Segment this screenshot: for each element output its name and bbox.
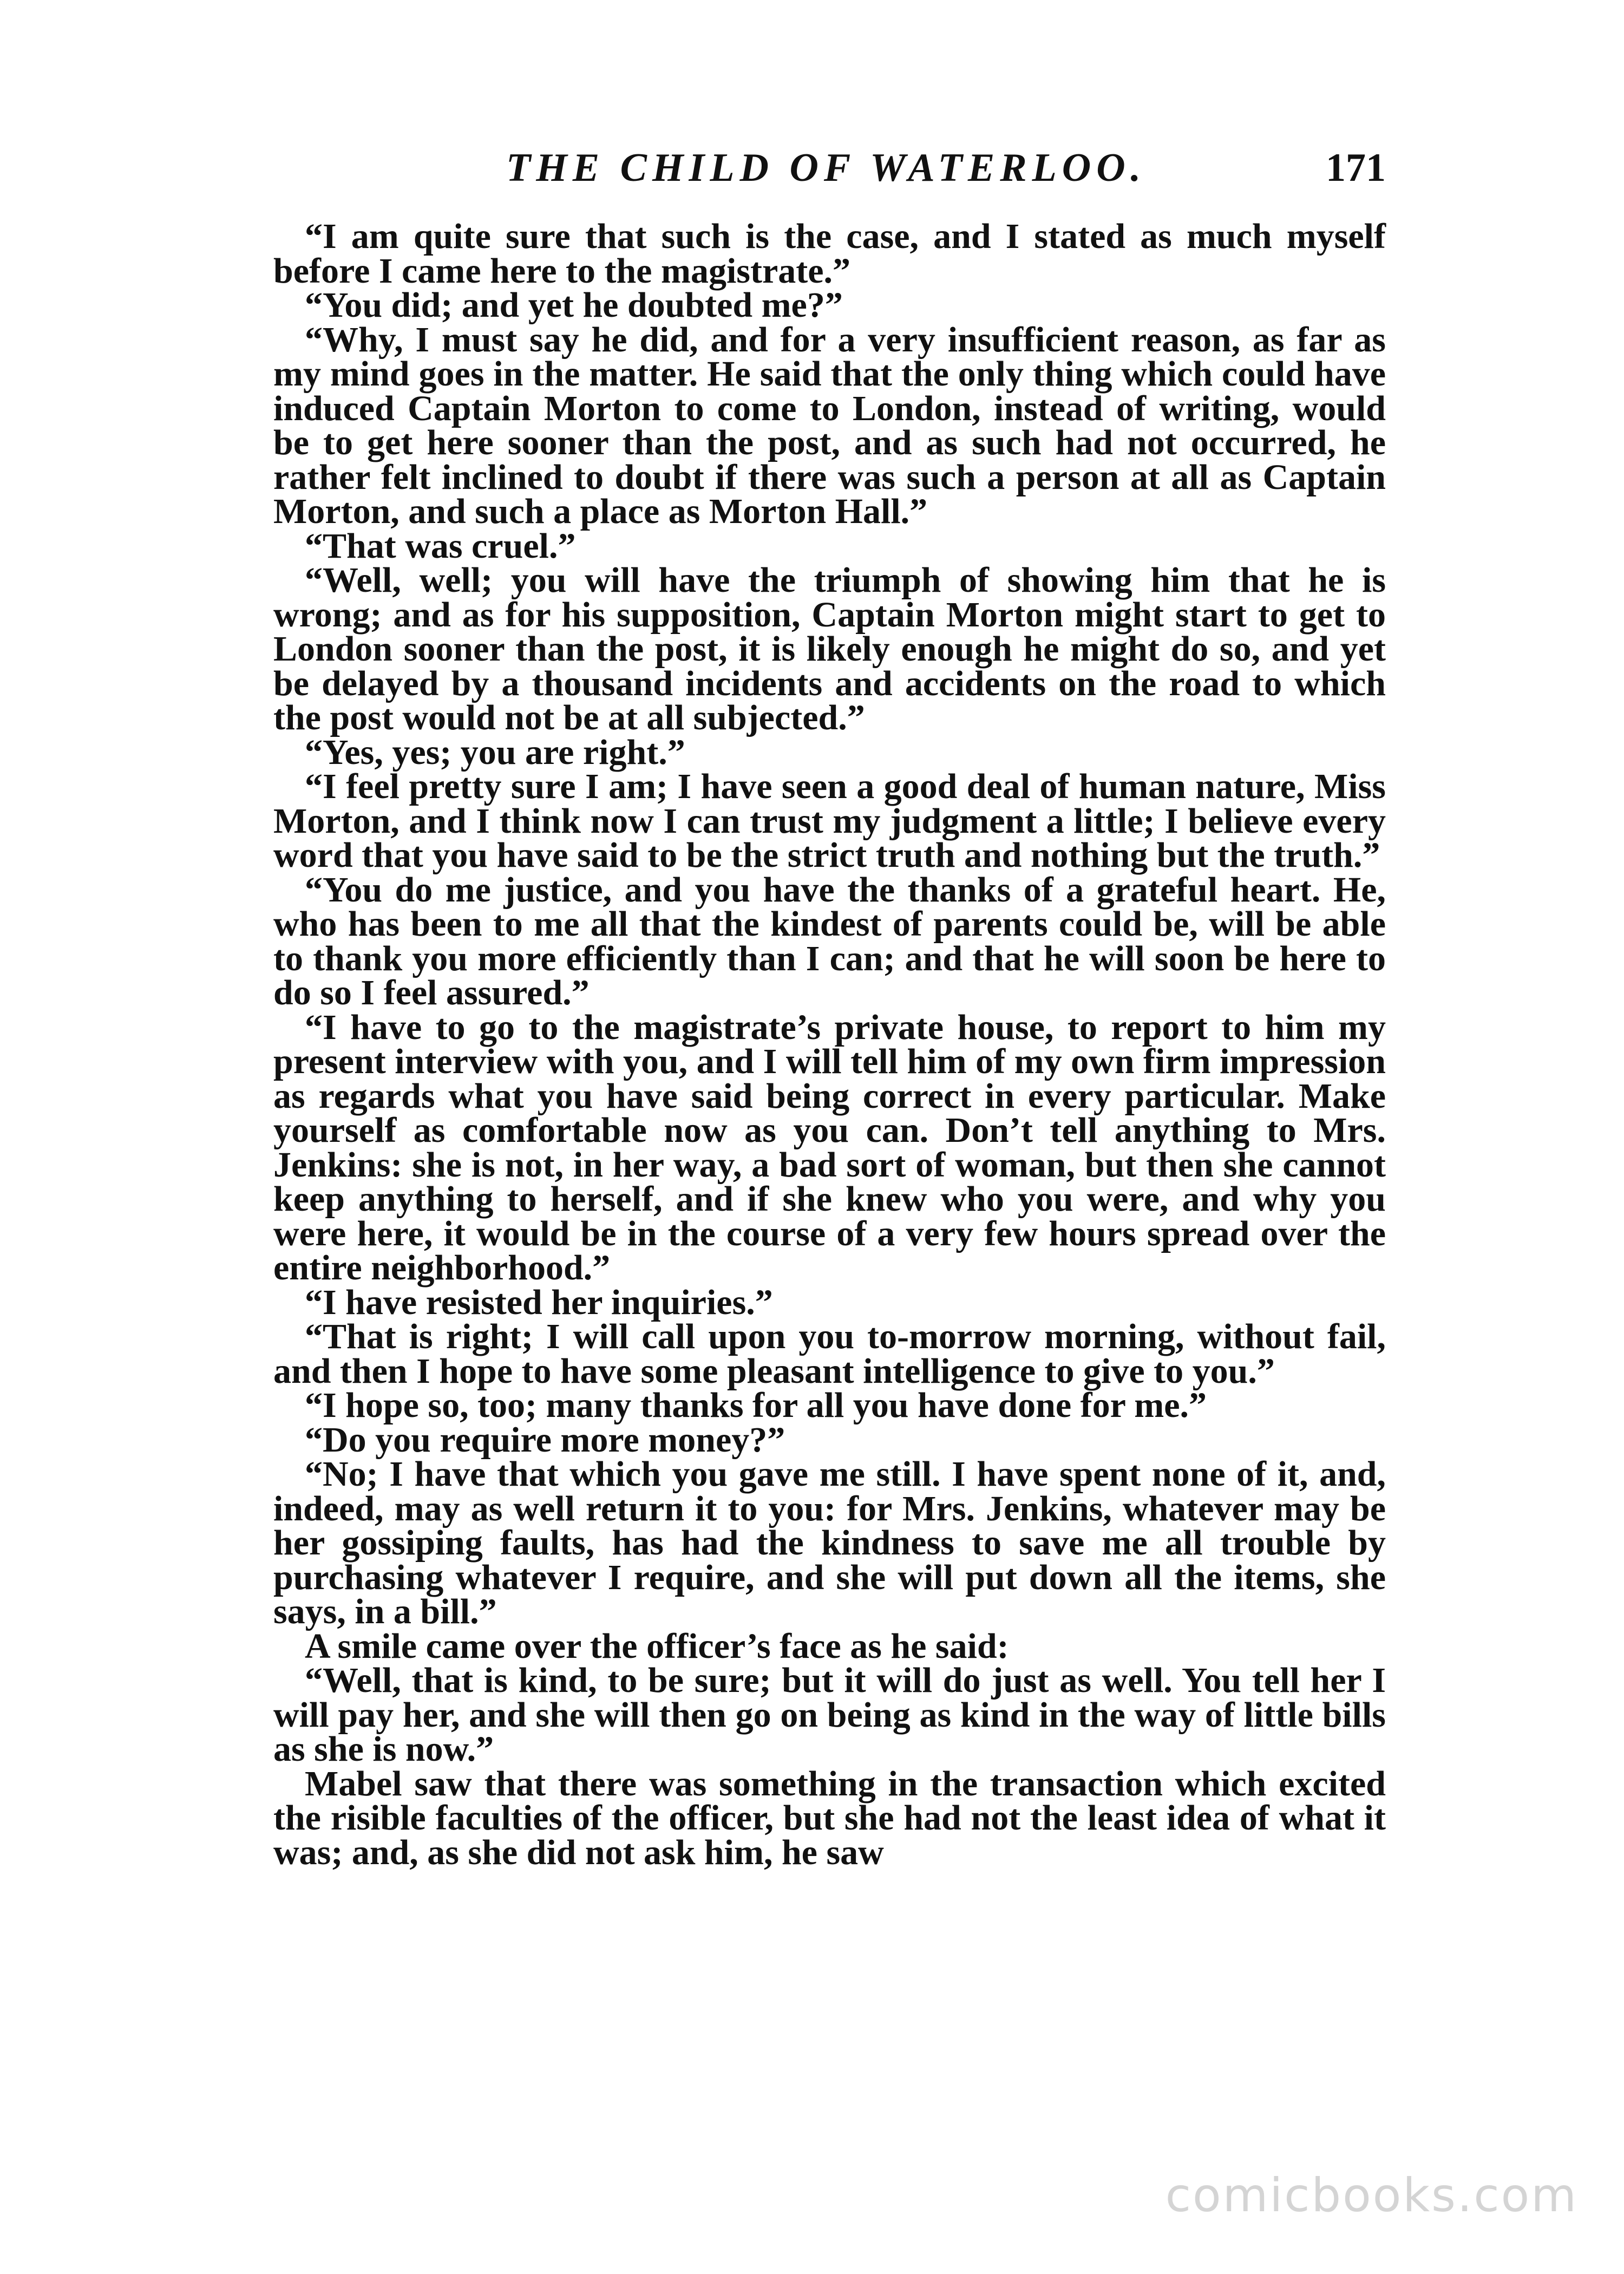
- paragraph: “Well, well; you will have the triumph of showing him that he is wrong; and as for his supposition, Captain Morton might start to get to London sooner than the post, it is likely enough he might do so, and yet be delayed by a thousand incidents and accidents on the road to which the post would not be at all subjected.”: [273, 560, 1386, 737]
- paragraph: “That was cruel.”: [305, 526, 576, 566]
- body-text: [273, 219, 1386, 1870]
- running-head: [273, 145, 1386, 205]
- paragraph: “Do you require more money?”: [305, 1420, 785, 1460]
- paragraph: “I hope so, too; many thanks for all you have done for me.”: [305, 1386, 1207, 1425]
- paragraph: “You did; and yet he doubted me?”: [305, 285, 843, 325]
- paragraph: “Well, that is kind, to be sure; but it will do just as well. You tell her I will pay her, and she will then go on being as kind in the way of little bills as she is now.”: [273, 1661, 1386, 1769]
- paragraph: “No; I have that which you gave me still. I have spent none of it, and, indeed, may as well return it to you: for Mrs. Jenkins, whatever may be her gossiping faults, has had the kindness to save me all trouble by purchasing whatever I require, and she will put down all the items, she says, in a bill.”: [273, 1454, 1386, 1631]
- watermark: comicbooks.com: [1165, 2168, 1578, 2223]
- paragraph: “I am quite sure that such is the case, and I stated as much myself before I came here to the magistrate.”: [273, 217, 1386, 291]
- paragraph: “I feel pretty sure I am; I have seen a good deal of human nature, Miss Morton, and I think now I can trust my judgment a little; I believe every word that you have said to be the strict truth and nothing but the truth.”: [273, 767, 1386, 875]
- paragraph: “Yes, yes; you are right.”: [305, 732, 685, 772]
- paragraph: Mabel saw that there was something in the transaction which excited the risible faculties of the officer, but she had not the least idea of what it was; and, as she did not ask him, he saw: [273, 1763, 1386, 1872]
- page-number: 171: [1326, 146, 1386, 190]
- paragraph: “Why, I must say he did, and for a very insufficient reason, as far as my mind goes in the matter. He said that the only thing which could have induced Captain Morton to come to London, instead of writing, would be to get here sooner than the post, and as such had not occurred, he rather felt inclined to doubt if there was such a person at all as Captain Morton, and such a place as Morton Hall.”: [273, 319, 1386, 531]
- running-title: THE CHILD OF WATERLOO.: [506, 146, 1147, 190]
- paragraph: “I have resisted her inquiries.”: [305, 1282, 773, 1322]
- paragraph: “You do me justice, and you have the thanks of a grateful heart. He, who has been to me all that the kindest of parents could be, will be able to thank you more efficiently than I can; and that he will soon be here to do so I feel assured.”: [273, 870, 1386, 1012]
- paragraph: “That is right; I will call upon you to-morrow morning, without fail, and then I hope to have some pleasant intelligence to give to you.”: [273, 1317, 1386, 1391]
- paragraph: “I have to go to the magistrate’s private house, to report to him my present interview with you, and I will tell him of my own firm impression as regards what you have said being correct in every particular. Make yourself as comfortable now as you can. Don’t tell anything to Mrs. Jenkins: she is not, in her way, a bad sort of woman, but then she cannot keep anything to herself, and if she knew who you were, and why you were here, it would be in the course of a very few hours spread over the entire neighborhood.”: [273, 1007, 1386, 1288]
- paragraph: A smile came over the officer’s face as he said:: [305, 1626, 1009, 1666]
